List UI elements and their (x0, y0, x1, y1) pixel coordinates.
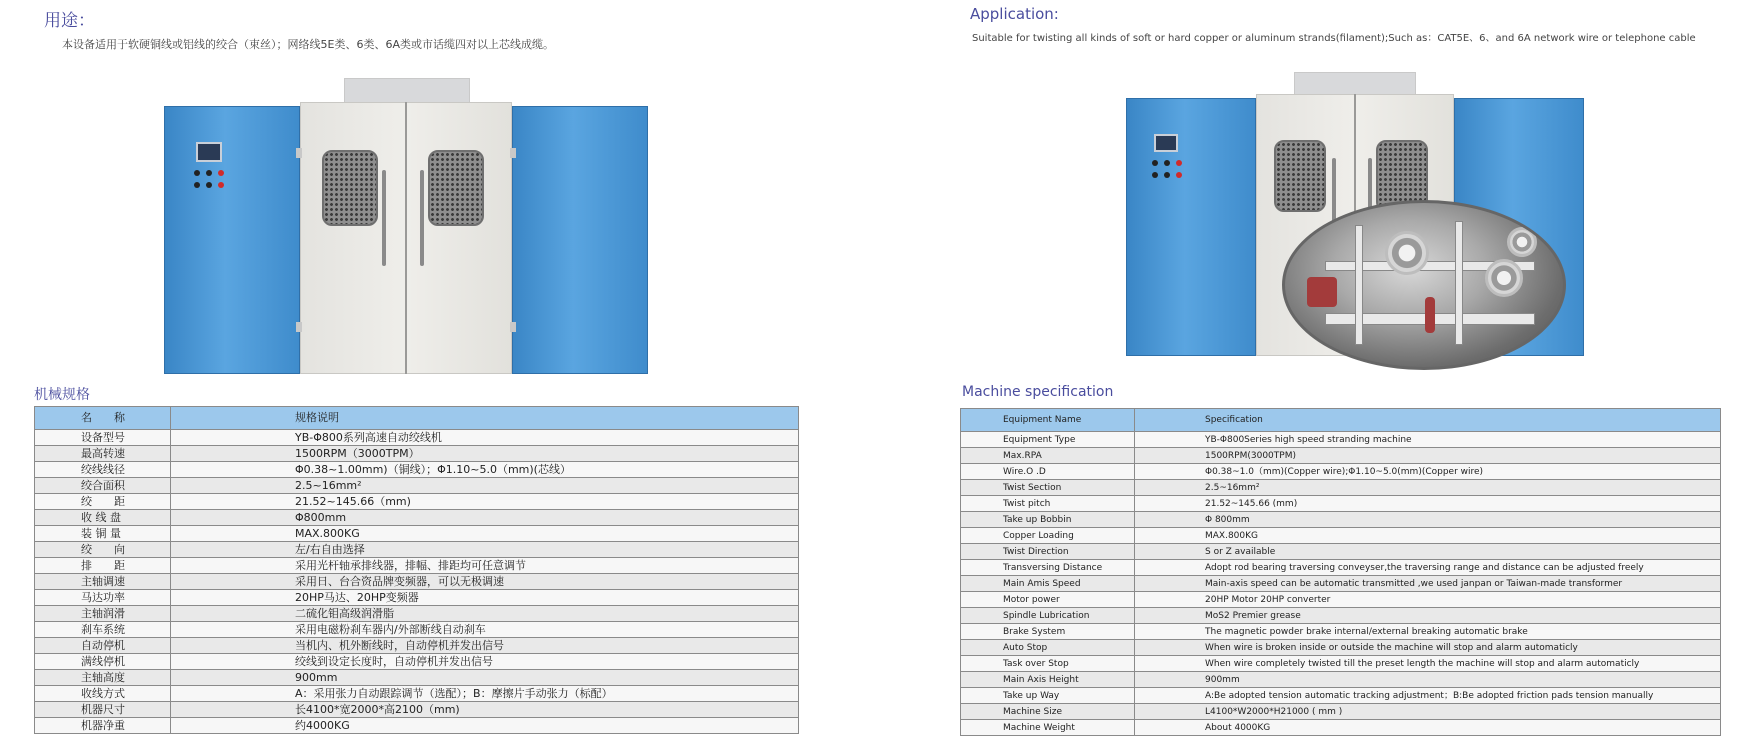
row-label: Main Amis Speed (961, 576, 1135, 592)
table-row (35, 590, 799, 606)
row-label: Take up Bobbin (961, 512, 1135, 528)
row-value: About 4000KG (1135, 720, 1721, 736)
row-label: Machine Size (961, 704, 1135, 720)
table-row (961, 448, 1721, 464)
row-value: MAX.800KG (1135, 528, 1721, 544)
row-value: 长4100*宽2000*高2100（mm) (171, 702, 799, 718)
row-label: Transversing Distance (961, 560, 1135, 576)
spec-table-en (960, 408, 1721, 736)
machine-image-right (1126, 72, 1584, 372)
row-value: 采用电磁粉刹车器内/外部断线自动刹车 (171, 622, 799, 638)
row-value: Adopt rod bearing traversing conveyser,the traversing range and distance can be adjusted freely (1135, 560, 1721, 576)
left-spec-title: 机械规格 (34, 387, 90, 403)
table-row (35, 558, 799, 574)
table-row (35, 430, 799, 446)
row-label: Max.RPA (961, 448, 1135, 464)
table-row (35, 462, 799, 478)
table-row (35, 574, 799, 590)
row-value: S or Z available (1135, 544, 1721, 560)
row-value: Φ800mm (171, 510, 799, 526)
row-value: 20HP Motor 20HP converter (1135, 592, 1721, 608)
row-label: Brake System (961, 624, 1135, 640)
table-row (961, 480, 1721, 496)
table-row (35, 542, 799, 558)
row-value: 20HP马达、20HP变频器 (171, 590, 799, 606)
row-label: 绞 距 (35, 494, 171, 510)
table-row (961, 720, 1721, 736)
row-value: When wire is broken inside or outside the machine will stop and alarm automaticly (1135, 640, 1721, 656)
row-label: Motor power (961, 592, 1135, 608)
row-label: 满线停机 (35, 654, 171, 670)
table-row (961, 560, 1721, 576)
table-row (961, 592, 1721, 608)
row-value: Main-axis speed can be automatic transmitted ,we used janpan or Taiwan-made transformer (1135, 576, 1721, 592)
table-row (35, 702, 799, 718)
table-row (35, 718, 799, 734)
row-value: 21.52~145.66 (mm) (1135, 496, 1721, 512)
right-spec-title: Machine specification (962, 384, 1114, 400)
table-row (35, 622, 799, 638)
row-value: 21.52~145.66（mm) (171, 494, 799, 510)
table-row (35, 670, 799, 686)
row-value: Φ0.38~1.0（mm)(Copper wire);Φ1.10~5.0(mm)(Copper wire) (1135, 464, 1721, 480)
row-value: Φ 800mm (1135, 512, 1721, 528)
left-description: 本设备适用于软硬铜线或铝线的绞合（束丝）；网络线5E类、6类、6A类或市话缆四对以上芯线成缆。 (62, 38, 554, 51)
row-value: 900mm (171, 670, 799, 686)
row-label: 收线方式 (35, 686, 171, 702)
row-label: Twist Direction (961, 544, 1135, 560)
table-row (961, 624, 1721, 640)
table-row (35, 494, 799, 510)
table-row (35, 606, 799, 622)
row-label: 主轴调速 (35, 574, 171, 590)
closeup-photo (1282, 200, 1566, 370)
column-header-spec: 规格说明 (171, 407, 799, 430)
left-heading: 用途： (44, 11, 95, 31)
table-row (961, 656, 1721, 672)
row-value: 2.5~16mm² (1135, 480, 1721, 496)
row-label: 排 距 (35, 558, 171, 574)
row-value: A：采用张力自动跟踪调节（选配）；B：摩擦片手动张力（标配） (171, 686, 799, 702)
table-row (961, 704, 1721, 720)
right-description: Suitable for twisting all kinds of soft or hard copper or aluminum strands(filament);Such as：CAT5E、6、and 6A network wire or telephone cable (972, 33, 1696, 44)
table-row (961, 544, 1721, 560)
row-label: Machine Weight (961, 720, 1135, 736)
row-value: L4100*W2000*H21000 ( mm ) (1135, 704, 1721, 720)
row-label: Task over Stop (961, 656, 1135, 672)
row-label: Auto Stop (961, 640, 1135, 656)
row-label: 主轴高度 (35, 670, 171, 686)
table-row (961, 432, 1721, 448)
row-value: 采用日、台合资品牌变频器，可以无极调速 (171, 574, 799, 590)
row-label: 绞合面积 (35, 478, 171, 494)
table-row (35, 686, 799, 702)
row-value: 二硫化钼高级润滑脂 (171, 606, 799, 622)
row-value: The magnetic powder brake internal/external breaking automatic brake (1135, 624, 1721, 640)
table-header-row (35, 407, 799, 430)
table-row (35, 638, 799, 654)
row-label: 装 铜 量 (35, 526, 171, 542)
row-label: Wire.O .D (961, 464, 1135, 480)
row-label: Copper Loading (961, 528, 1135, 544)
row-label: 机器尺寸 (35, 702, 171, 718)
row-label: 自动停机 (35, 638, 171, 654)
row-label: Main Axis Height (961, 672, 1135, 688)
right-heading: Application: (970, 5, 1059, 23)
spec-table-cn (34, 406, 799, 734)
row-label: 最高转速 (35, 446, 171, 462)
row-label: 绞线线径 (35, 462, 171, 478)
row-value: YB-Φ800Series high speed stranding machine (1135, 432, 1721, 448)
row-value: 900mm (1135, 672, 1721, 688)
row-value: 1500RPM（3000TPM） (171, 446, 799, 462)
table-header-row (961, 409, 1721, 432)
row-value: 1500RPM(3000TPM) (1135, 448, 1721, 464)
column-header-spec: Specification (1135, 409, 1721, 432)
row-value: YB-Φ800系列高速自动绞线机 (171, 430, 799, 446)
table-row (961, 672, 1721, 688)
table-row (961, 608, 1721, 624)
column-header-name: 名 称 (35, 407, 171, 430)
table-row (35, 654, 799, 670)
row-label: Take up Way (961, 688, 1135, 704)
table-row (35, 510, 799, 526)
row-value: MoS2 Premier grease (1135, 608, 1721, 624)
row-value: 采用光杆轴承排线器，排幅、排距均可任意调节 (171, 558, 799, 574)
column-header-name: Equipment Name (961, 409, 1135, 432)
table-row (961, 464, 1721, 480)
machine-image-left (164, 78, 648, 374)
table-row (35, 526, 799, 542)
row-label: 刹车系统 (35, 622, 171, 638)
table-row (35, 446, 799, 462)
table-row (961, 512, 1721, 528)
row-label: 绞 向 (35, 542, 171, 558)
row-label: 主轴润滑 (35, 606, 171, 622)
table-row (961, 496, 1721, 512)
row-label: Equipment Type (961, 432, 1135, 448)
row-label: Twist Section (961, 480, 1135, 496)
row-value: 2.5~16mm² (171, 478, 799, 494)
row-label: Spindle Lubrication (961, 608, 1135, 624)
row-label: 机器净重 (35, 718, 171, 734)
row-value: 左/右自由选择 (171, 542, 799, 558)
row-value: When wire completely twisted till the preset length the machine will stop and alarm automaticly (1135, 656, 1721, 672)
row-value: MAX.800KG (171, 526, 799, 542)
row-value: 约4000KG (171, 718, 799, 734)
table-row (961, 576, 1721, 592)
row-value: A:Be adopted tension automatic tracking adjustment；B:Be adopted friction pads tension manually (1135, 688, 1721, 704)
row-label: 马达功率 (35, 590, 171, 606)
row-label: 设备型号 (35, 430, 171, 446)
row-value: Φ0.38~1.00mm)（铜线）；Φ1.10~5.0（mm)(芯线） (171, 462, 799, 478)
table-row (961, 688, 1721, 704)
table-row (35, 478, 799, 494)
table-row (961, 528, 1721, 544)
row-label: Twist pitch (961, 496, 1135, 512)
row-label: 收 线 盘 (35, 510, 171, 526)
row-value: 绞线到设定长度时，自动停机并发出信号 (171, 654, 799, 670)
table-row (961, 640, 1721, 656)
row-value: 当机内、机外断线时，自动停机并发出信号 (171, 638, 799, 654)
